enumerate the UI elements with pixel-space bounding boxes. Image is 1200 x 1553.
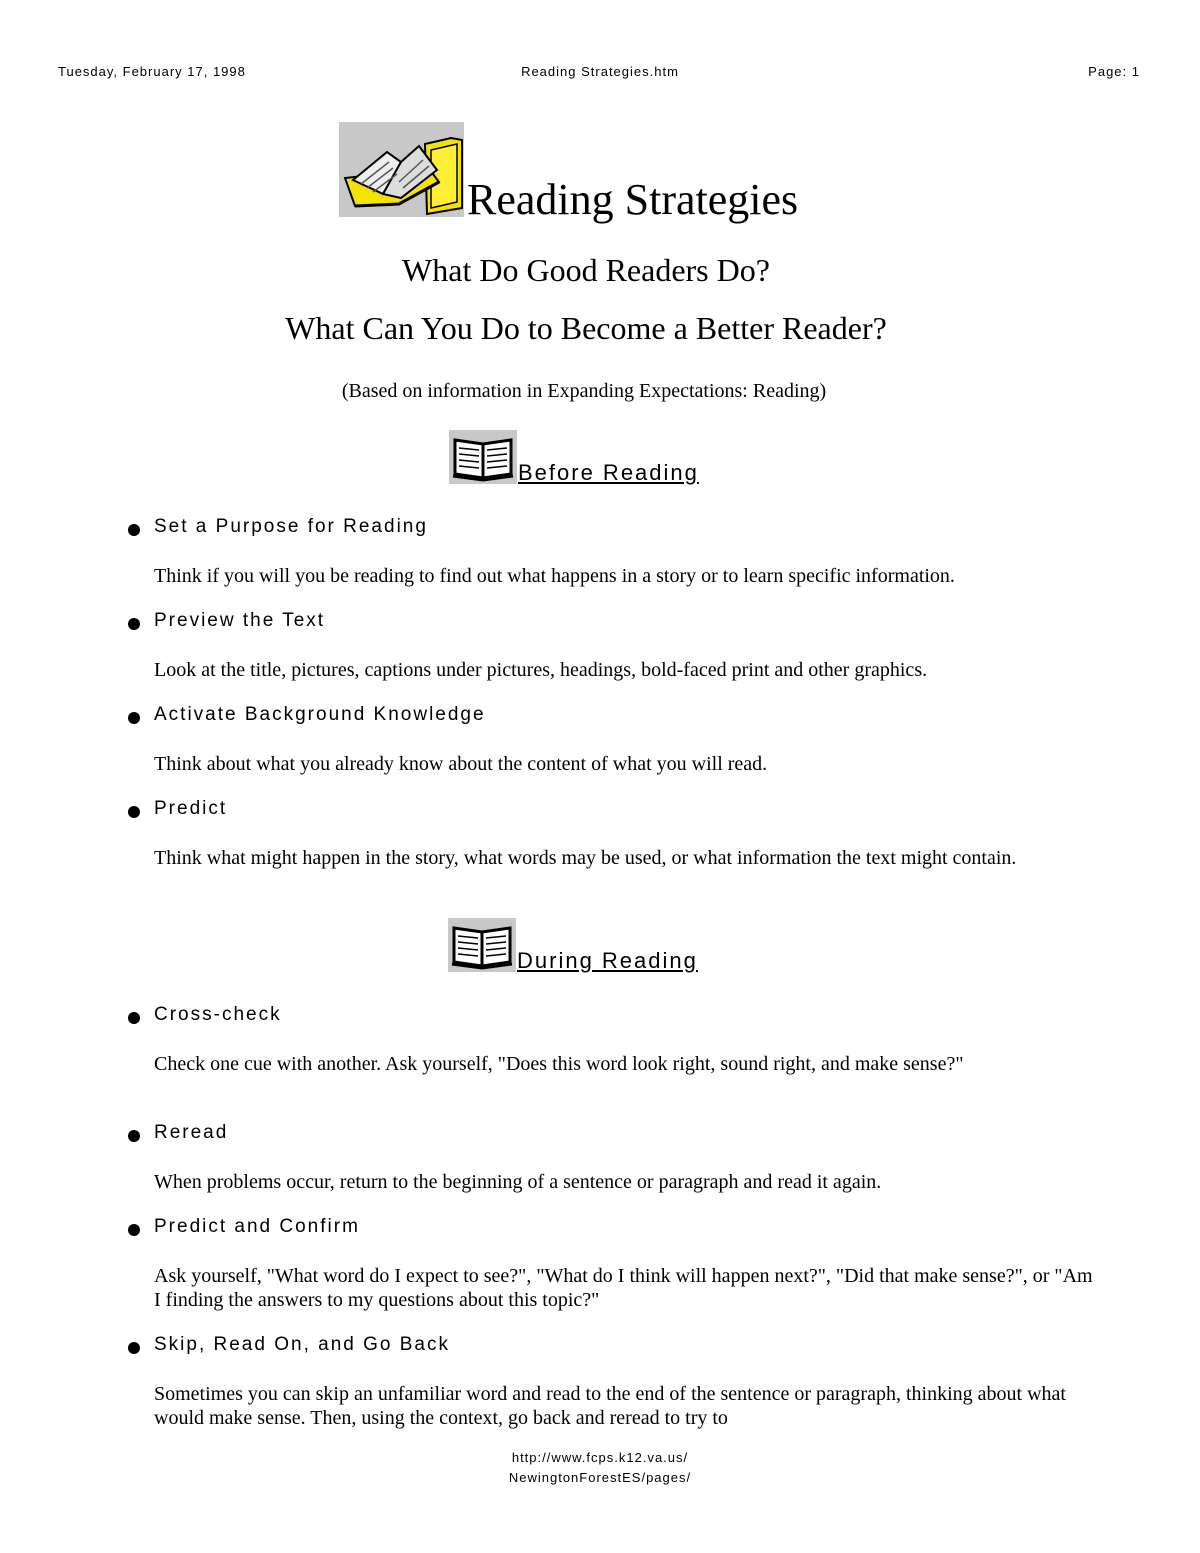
bullet-icon <box>128 806 140 818</box>
strategy-title: Activate Background Knowledge <box>154 704 486 725</box>
bullet-icon <box>128 1224 140 1236</box>
footer-url-line-2: NewingtonForestES/pages/ <box>508 1470 692 1485</box>
book-folder-logo-icon <box>339 122 464 217</box>
strategy-description: Sometimes you can skip an unfamiliar word and read to the end of the sentence or paragraph, thinking about what would make sense. Then, using the context, go back and reread to try to <box>154 1383 1066 1429</box>
section-title: Before Reading <box>518 460 699 485</box>
footer-url-line-1: http://www.fcps.k12.va.us/ <box>511 1450 689 1465</box>
strategy-title: Predict <box>154 798 228 819</box>
strategy-title: Skip, Read On, and Go Back <box>154 1334 450 1355</box>
strategy-title: Reread <box>154 1122 229 1143</box>
strategy-title: Predict and Confirm <box>154 1216 360 1237</box>
strategy-description: Look at the title, pictures, captions under pictures, headings, bold-faced print and other graphics. <box>154 659 928 681</box>
page-title: Reading Strategies <box>467 175 799 224</box>
strategy-title: Set a Purpose for Reading <box>154 516 428 537</box>
bullet-icon <box>128 712 140 724</box>
print-filename: Reading Strategies.htm <box>521 64 679 79</box>
strategy-description: Think about what you already know about the content of what you will read. <box>154 753 768 775</box>
strategy-title: Cross-check <box>154 1004 282 1025</box>
strategy-description: When problems occur, return to the beginning of a sentence or paragraph and read it again. <box>154 1171 882 1193</box>
bullet-icon <box>128 618 140 630</box>
strategy-description: Think if you will you be reading to find out what happens in a story or to learn specific information. <box>154 565 955 587</box>
bullet-icon <box>128 1012 140 1024</box>
strategy-description: Think what might happen in the story, what words may be used, or what information the text might contain. <box>154 847 1017 869</box>
bullet-icon <box>128 1342 140 1354</box>
strategy-title: Preview the Text <box>154 610 326 631</box>
strategy-description: Ask yourself, "What word do I expect to see?", "What do I think will happen next?", "Did that make sense?", or "Am I finding the answers to my questions about this topic?" <box>154 1265 1093 1311</box>
section-title: During Reading <box>517 948 698 973</box>
print-page-number: Page: 1 <box>1088 64 1140 79</box>
strategy-description: Check one cue with another. Ask yourself, "Does this word look right, sound right, and make sense?" <box>154 1053 964 1075</box>
print-date: Tuesday, February 17, 1998 <box>58 64 246 79</box>
subtitle-2: What Can You Do to Become a Better Reader? <box>285 310 887 346</box>
open-book-icon <box>449 430 517 484</box>
subtitle-1: What Do Good Readers Do? <box>402 252 770 288</box>
open-book-icon <box>448 918 516 972</box>
source-note: (Based on information in Expanding Expectations: Reading) <box>341 380 827 402</box>
bullet-icon <box>128 524 140 536</box>
bullet-icon <box>128 1130 140 1142</box>
